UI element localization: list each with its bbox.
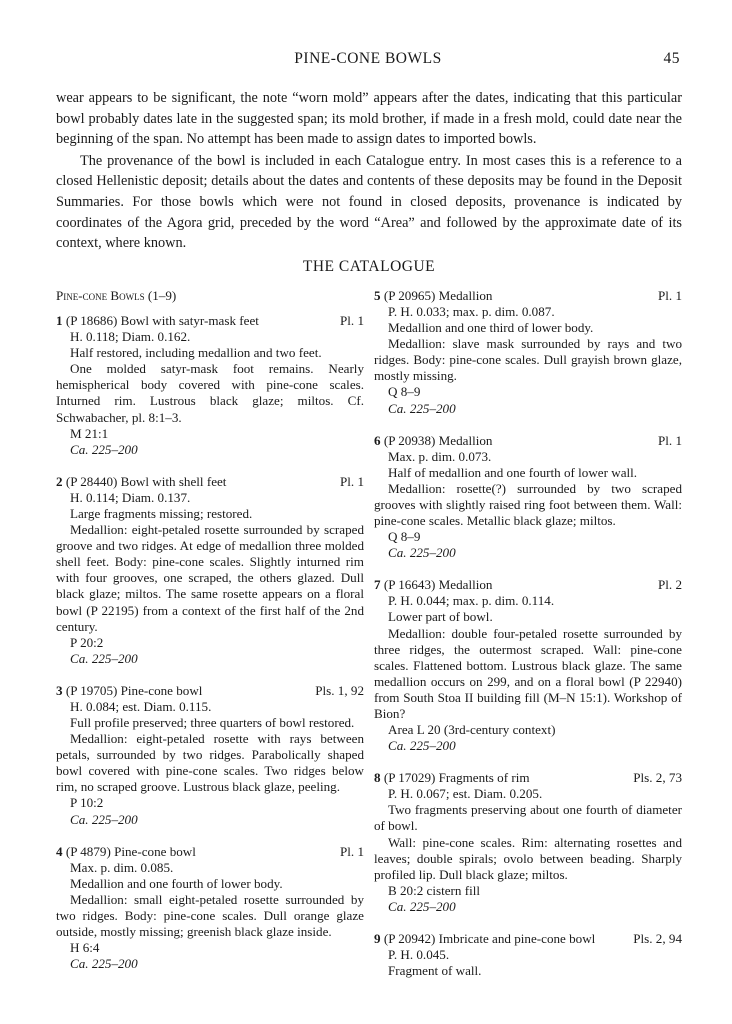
- entry-description: Full profile preserved; three quarters of bowl restored.: [70, 714, 355, 730]
- entry-number: 9: [374, 931, 381, 946]
- page-number: 45: [663, 50, 680, 67]
- entry-title: (P 20965) Medallion: [383, 288, 493, 303]
- entry-description: Medallion: eight-petaled rosette surrounded by scraped groove and two ridges. At edge of medallion three molded shell feet. Body: pine-cone scales. Slightly inturned rim with four grooves, one scraped, the others glazed. Dull black glaze; miltos. The same rosette appears on a floral bowl (P 22195) from a context of the first half of the 2nd century.: [56, 522, 364, 634]
- entry-number: 3: [56, 682, 63, 698]
- section-title: Pine-cone Bowls (1–9): [56, 288, 177, 303]
- entry-description: Medallion: rosette(?) surrounded by two scraped grooves with slightly raised ring foot between them. Wall: pine-cone scales. Metallic black glaze; miltos.: [374, 480, 682, 529]
- entry-title: (P 28440) Bowl with shell feet: [65, 473, 227, 489]
- entry-date: Ca. 225–200: [388, 400, 456, 416]
- catalogue-entry: [56, 474, 364, 667]
- entry-description: Fragment of wall.: [388, 963, 482, 979]
- entry-date: Ca. 225–200: [388, 545, 456, 561]
- entry-dimensions: H. 0.114; Diam. 0.137.: [70, 489, 191, 505]
- catalogue-entry: [56, 313, 364, 458]
- entry-dimensions: Max. p. dim. 0.073.: [388, 448, 492, 464]
- intro-paragraph: The provenance of the bowl is included in each Catalogue entry. In most cases this is a reference to a closed Hellenistic deposit; details about the dates and contents of these deposits may be found in the Deposit Summaries. For those bowls which were not found in closed deposits, provenance is indicated by coordinates of the Agora grid, preceded by the word “Area” and followed by the approximate date of its context, where known.: [56, 152, 682, 252]
- entry-description: Large fragments missing; restored.: [70, 505, 253, 521]
- entry-date: Ca. 225–200: [70, 811, 138, 827]
- entry-dimensions: P. H. 0.067; est. Diam. 0.205.: [388, 786, 543, 802]
- entry-title: (P 4879) Pine-cone bowl: [65, 843, 196, 859]
- catalogue-entry: [374, 288, 682, 417]
- entry-description: Wall: pine-cone scales. Rim: alternating rosettes and leaves; double spirals; ovolo between beading. Sharply profiled lip. Dull black glaze; miltos.: [374, 834, 682, 882]
- entry-heading: [56, 313, 364, 329]
- entry-dimensions: P. H. 0.044; max. p. dim. 0.114.: [388, 593, 555, 609]
- entry-description: Half restored, including medallion and two feet.: [70, 345, 322, 361]
- entry-description: Medallion and one fourth of lower body.: [70, 875, 283, 891]
- entry-deposit: Area L 20 (3rd-century context): [388, 722, 556, 738]
- entry-description: Medallion and one third of lower body.: [388, 320, 594, 336]
- entry-number: 1: [56, 313, 63, 329]
- entry-description: One molded satyr-mask foot remains. Nearly hemispherical body covered with pine-cone scales. Inturned rim. Lustrous black glaze; miltos. Cf. Schwabacher, pl. 8:1–3.: [56, 361, 364, 425]
- entry-deposit: H 6:4: [70, 940, 100, 956]
- entry-deposit: Q 8–9: [388, 384, 421, 400]
- entry-number: 4: [56, 843, 63, 859]
- entry-plates: Pl. 1: [657, 432, 682, 448]
- entry-plates: Pl. 1: [339, 313, 364, 329]
- entry-description: Medallion: double four-petaled rosette surrounded by three ridges, the outermost scraped. Wall: pine-cone scales. Flattened bottom. Lustrous black glaze. The same medallion occurs on 299, and on a floral bowl (P 22940) from South Stoa II building fill (M–N 15:1). Workshop of Bion?: [374, 625, 682, 721]
- entry-number: 5: [374, 288, 381, 303]
- entry-heading: [374, 433, 682, 449]
- entry-plates: Pl. 1: [339, 473, 364, 489]
- entry-deposit: B 20:2 cistern fill: [388, 882, 481, 898]
- entry-date: Ca. 225–200: [70, 441, 138, 457]
- catalogue-column-left: [56, 288, 364, 988]
- entry-dimensions: H. 0.084; est. Diam. 0.115.: [70, 698, 212, 714]
- entry-deposit: P 10:2: [70, 795, 104, 811]
- entry-deposit: P 20:2: [70, 634, 104, 650]
- entry-date: Ca. 225–200: [388, 738, 456, 754]
- catalogue-column-right: [374, 288, 682, 995]
- catalogue-heading: THE CATALOGUE: [302, 258, 436, 275]
- entry-description: Half of medallion and one fourth of lower wall.: [388, 464, 638, 480]
- catalogue-entry: [374, 931, 682, 979]
- entry-description: Two fragments preserving about one fourth of diameter of bowl.: [374, 802, 682, 834]
- intro-paragraph: wear appears to be significant, the note “worn mold” appears after the dates, indicating that this particular bowl probably dates late in the suggested span; its mold brother, if made in a fresh mold, could date near the beginning of the span. No attempt has been made to assign dates to imported bowls.: [56, 90, 682, 148]
- entry-title: (P 19705) Pine-cone bowl: [65, 682, 203, 698]
- entry-dimensions: Max. p. dim. 0.085.: [70, 859, 174, 875]
- entry-plates: Pl. 1: [339, 843, 364, 859]
- entry-date: Ca. 225–200: [70, 650, 138, 666]
- entry-number: 7: [374, 577, 381, 593]
- entry-title: (P 17029) Fragments of rim: [383, 770, 530, 786]
- entry-plates: Pls. 1, 92: [315, 682, 364, 698]
- entry-heading: [374, 288, 682, 304]
- entry-plates: Pls. 2, 73: [633, 770, 682, 786]
- catalogue-entry: [374, 433, 682, 562]
- entry-heading: [56, 474, 364, 490]
- entry-title: (P 16643) Medallion: [383, 577, 493, 593]
- entry-description: Medallion: small eight-petaled rosette surrounded by two ridges. Body: pine-cone scales. Dull orange glaze outside, mostly missing; greenish black glaze inside.: [56, 891, 364, 939]
- entry-date: Ca. 225–200: [388, 898, 456, 914]
- entry-number: 8: [374, 770, 381, 786]
- entry-heading: [56, 844, 364, 860]
- catalogue-entry: [56, 683, 364, 828]
- entry-deposit: Q 8–9: [388, 529, 421, 545]
- entry-dimensions: P. H. 0.033; max. p. dim. 0.087.: [388, 304, 555, 319]
- entry-plates: Pl. 1: [657, 288, 682, 303]
- entry-heading: [374, 931, 682, 947]
- running-title: PINE-CONE BOWLS: [294, 50, 442, 67]
- entry-heading: [374, 577, 682, 593]
- catalogue-entry: [56, 844, 364, 973]
- entry-title: (P 20938) Medallion: [383, 432, 493, 448]
- intro-text: [56, 88, 682, 254]
- entry-date: Ca. 225–200: [70, 956, 138, 972]
- entry-description: Medallion: eight-petaled rosette with rays between petals, surrounded by two ridges. Parabolically shaped bowl covered with pine-cone scales. Two ridges below rim, no scraped groove. Lustrous black glaze, peeling.: [56, 731, 364, 795]
- entry-number: 6: [374, 432, 381, 448]
- entry-plates: Pls. 2, 94: [633, 931, 682, 946]
- entry-description: Medallion: slave mask surrounded by rays and two ridges. Body: pine-cone scales. Dull grayish brown glaze, mostly missing.: [374, 336, 682, 384]
- catalogue-entry: [374, 770, 682, 915]
- entry-deposit: M 21:1: [70, 425, 109, 441]
- entry-title: (P 20942) Imbricate and pine-cone bowl: [383, 931, 596, 946]
- entry-dimensions: H. 0.118; Diam. 0.162.: [70, 329, 191, 345]
- entry-title: (P 18686) Bowl with satyr-mask feet: [65, 313, 259, 329]
- entry-heading: [56, 683, 364, 699]
- entry-heading: [374, 770, 682, 786]
- entry-plates: Pl. 2: [657, 577, 682, 593]
- running-head: [56, 50, 680, 72]
- entry-number: 2: [56, 473, 63, 489]
- entry-description: Lower part of bowl.: [388, 609, 493, 625]
- entry-dimensions: P. H. 0.045.: [388, 947, 450, 962]
- catalogue-entry: [374, 577, 682, 754]
